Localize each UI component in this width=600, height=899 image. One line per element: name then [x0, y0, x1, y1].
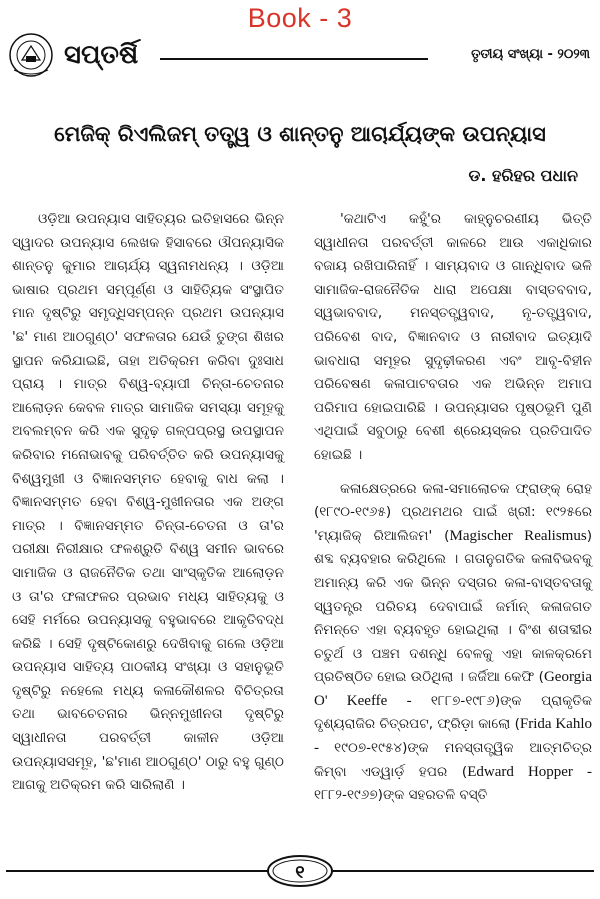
right-paragraph-2	[314, 478, 592, 808]
magazine-title: ସପ୍ତର୍ଷି	[64, 40, 139, 70]
article-author: ଡ. ହରିହର ପଧାନ	[468, 166, 578, 185]
para2-latin-term: Magischer Realismus	[449, 527, 587, 544]
header-rule	[160, 58, 428, 60]
right-paragraph-1: 'କଥାଟିଏ କହୁଁ'ର କାହ୍ନୁଚରଣୀୟ ଭିତ୍ତି ସ୍ୱାଧୀନତା ପରବର୍ତ୍ତୀ କାଳରେ ଆଉ ଏକାଧିକାର ବଜାୟ ରଖିପାରିନାହିଁ । ସାମ୍ୟବାଦ ଓ ଗାନ୍ଧିବାଦ ଭଳି ସାମାଜିକ-ରାଜନୈତିକ ଧାରା ଅପେକ୍ଷା ବାସ୍ତବବାଦ, ସ୍ୱଭାବବାଦ, ମନସ୍ତତ୍ତ୍ୱବାଦ, ନୃ-ତତ୍ତ୍ୱବାଦ, ପରିବେଶ ବାଦ, ବିଜ୍ଞାନବାଦ ଓ ନାରୀବାଦ ଇତ୍ୟାଦି ଭାବଧାରା ସମୂହର ସୁଦୃଢ଼ୀକରଣ ଏବଂ ଆବୃ-ବିହୀନ ପରିବେଷଣ କଳାପାଟବତାର ଏକ ଅଭିନ୍ନ ଅମାପ ପରିମାପ ହୋଇପାରିଛି । ଉପନ୍ୟାସର ପୃଷ୍ଠଭୂମି ପୁଣି ଏଥିପାଇଁ ସବୁଠାରୁ ବେଶୀ ଶ୍ରେୟସ୍କର ପ୍ରତିପାଦିତ ହୋଇଛି ।	[314, 211, 592, 463]
para2-latin-okeeffe: Georgia O' Keeffe -	[314, 669, 592, 709]
footer-ornament	[6, 851, 594, 891]
para2-text-c: ୧୮୮୭-୧୯୮୬)ଙ୍କ ପ୍ରାକୃତିକ ଦୃଶ୍ୟରାଜିର ଚିତ୍ରପଟ, ଫ୍ରିଡ଼ା କାଲୋ (	[314, 692, 593, 733]
para2-text-d: ୧୯୦୭-୧୯୫୪)ଙ୍କ ମନସ୍ତାତ୍ତ୍ୱିକ ଆତ୍ମଚିତ୍ର କିମ୍ବା ଏଡ୍ୱାର୍ଡ଼ ହପର (	[314, 740, 592, 780]
issue-label: ତୃତୀୟ ସଂଖ୍ୟା - ୨୦୨୩	[471, 47, 590, 62]
left-column	[12, 208, 284, 828]
article-title: ମେଜିକ୍ ରିଏଲିଜମ୍ ତତ୍ତ୍ୱ ଓ ଶାନ୍ତନୁ ଆଚାର୍ଯ୍ୟଙ୍କ ଉପନ୍ୟାସ	[54, 122, 546, 146]
left-paragraph: ଓଡ଼ିଆ ଉପନ୍ୟାସ ସାହିତ୍ୟର ଇତିହାସରେ ଭିନ୍ନ ସ୍ୱାଦର ଉପନ୍ୟାସ ଲେଖକ ହିସାବରେ ଔପନ୍ୟାସିକ ଶାନ୍ତନୁ କୁମାର ଆଚାର୍ଯ୍ୟ ସ୍ୱନାମଧନ୍ୟ । ଓଡ଼ିଆ ଭାଷାର ପ୍ରଥମ ସମ୍ପୂର୍ଣ୍ଣ ଓ ସାହିତ୍ୟିକ ସଂସ୍ଥାପିତ ମାନ ଦୃଷ୍ଟିରୁ ସମୃଦ୍ଧିସମ୍ପନ୍ନ ପ୍ରଥମ ଉପନ୍ୟାସ 'ଛ' ମାଣ ଆଠଗୁଣ୍ଠ' ସଫଳତାର ଯେଉଁ ତୁଙ୍ଗ ଶିଖର ସ୍ଥାପନ କରିଯାଇଛି, ତାହା ଅତିକ୍ରମ କରିବା ଦୁଃସାଧ ପ୍ରାୟ । ମାତ୍ର ବିଶ୍ୱ-ବ୍ୟାପୀ ଚିନ୍ତା-ଚେତନାର ଆଲୋଡ଼ନ କେବଳ ମାତ୍ର ସାମାଜିକ ସମସ୍ୟା ସମୂହକୁ ଅବଲମ୍ବନ କରି ଏକ ସୁଦୃଢ଼ ଗଳ୍ପପ୍ରସ୍ଥ ଉପସ୍ଥାପନ କରିବାର ମନୋଭାବକୁ ପରିବର୍ତ୍ତିତ କରି ଉପନ୍ୟାସକୁ ବିଶ୍ୱମୁଖୀ ଓ ବିଜ୍ଞାନସମ୍ମତ ହେବାକୁ ବାଧ କଲା । ବିଜ୍ଞାନସମ୍ମତ ହେବା ବିଶ୍ୱ-ମୁଖୀନତାର ଏକ ଅଙ୍ଗ ମାତ୍ର । ବିଜ୍ଞାନସମ୍ମତ ଚିନ୍ତା-ଚେତନା ଓ ତା'ର ପରୀକ୍ଷା ନିରୀକ୍ଷାର ଫଳଶ୍ରୁତି ବିଶ୍ୱ ସମୀନ ଭାବରେ ସାମାଜିକ ଓ ରାଜନୈତିକ ତଥା ସାଂସ୍କୃତିକ ଆଲୋଡ଼ନ ଓ ତା'ର ଫଳାଫଳର ପ୍ରଭାବ ମଧ୍ୟ ସାହିତ୍ୟକୁ ଓ ସେହି ମର୍ମରେ ଉପନ୍ୟାସକୁ ବହୁଭାବରେ ଆକୃତିବଦ୍ଧ କରିଛି । ସେହି ଦୃଷ୍ଟିକୋଣରୁ ଦେଖିବାକୁ ଗଲେ ଓଡ଼ିଆ ଉପନ୍ୟାସ ସାହିତ୍ୟ ପାଠକୀୟ ସଂଖ୍ୟା ଓ ସହାନୁଭୂତି ଦୃଷ୍ଟିରୁ ନହେଲେ ମଧ୍ୟ କଳାକୌଶଳର ବିଚିତ୍ରତା ତଥା ଭାବଚେତନାର ଭିନ୍ନମୁଖୀନତା ଦୃଷ୍ଟିରୁ ସ୍ୱାଧୀନତା ପରବର୍ତ୍ତୀ କାଳୀନ ଓଡ଼ିଆ ଉପନ୍ୟାସସମୂହ, 'ଛ'ମାଣ ଆଠଗୁଣ୍ଠ' ଠାରୁ ବହୁ ଗୁଣ୍ଠ ଆଗକୁ ଅତିକ୍ରମ କରି ସାରିଲାଣି ।	[12, 211, 284, 794]
para2-text-a: କଳାକ୍ଷେତ୍ରରେ କଳା-ସମାଲୋଚକ ଫ୍ରାଙ୍କ୍ ରୋହ (୧୮୯୦-୧୯୬୫) ପ୍ରଥମଥର ପାଇଁ ଖ୍ରୀ: ୧୯୨୫ରେ 'ମ୍ୟାଜିକ୍ ରିଆଲିଜମ' (	[314, 480, 592, 544]
book-label: Book - 3	[247, 3, 353, 33]
page-number: ୧	[295, 862, 305, 883]
university-logo-icon	[8, 32, 54, 78]
para2-latin-hopper: Edward Hopper -	[467, 763, 592, 780]
para2-latin-kahlo: Frida Kahlo -	[314, 716, 592, 757]
para2-text-e: ୧୮୮୨-୧୯୬୭)ଙ୍କ ସହରତଳି ବସ୍ତି	[314, 787, 488, 804]
right-column	[314, 208, 592, 828]
para2-text-b: ) ଶବ୍ଦ ବ୍ୟବହାର କରିଥିଲେ । ଗତାନୁଗତିକ କଳାବିଭବକୁ ଅମାନ୍ୟ କରି ଏକ ଭିନ୍ନ ଦସ୍ତାର କଳା-ବାସ୍ତବତାକୁ ସ୍ୱତନ୍ତ୍ର ପରିଚୟ ଦେବାପାଇଁ ଜର୍ମାନ୍ କଳାଜଗତ ନିମନ୍ତେ ଏହା ବ୍ୟବହୃତ ହୋଇଥିଲା । ବିଂଶ ଶତାବ୍ଦୀର ଚତୁର୍ଥ ଓ ପଞ୍ଚମ ଦଶନ୍ଧି ବେଳକୁ ଏହା କାଳକ୍ରମେ ପ୍ରତିଷ୍ଠିତ ହୋଇ ଉଠିଥିଲା । ଜର୍ଜିଆ କେଫି (	[314, 527, 592, 686]
